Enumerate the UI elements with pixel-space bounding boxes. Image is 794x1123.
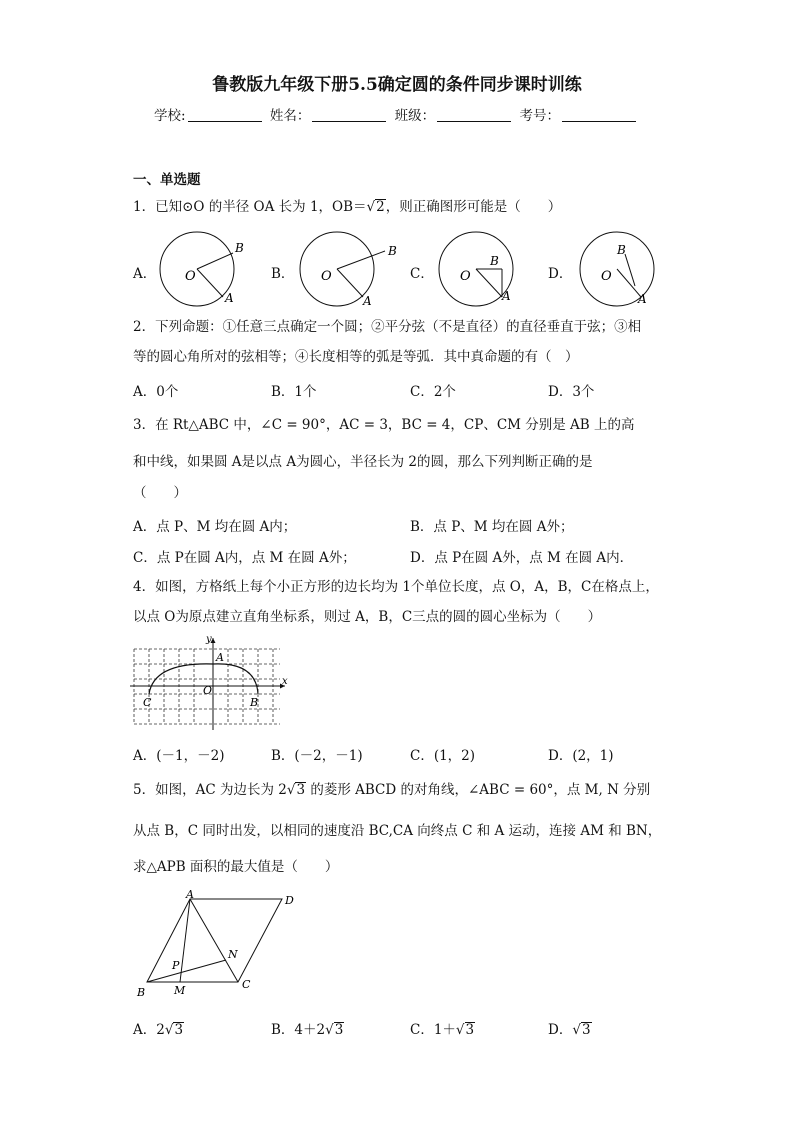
q1-stem: 1．已知⊙O 的半径 OA 长为 1，OB＝√2，则正确图形可能是（ ）: [133, 199, 562, 215]
q1-sqrt: 2: [376, 199, 385, 215]
q4-grid-figure: [130, 632, 290, 732]
q4-line2: 以点 O为原点建立直角坐标系，则过 A，B，C三点的圆的圆心坐标为（ ）: [133, 609, 602, 625]
q1b-label-b: B: [388, 244, 397, 258]
q4-label-b: B: [250, 696, 259, 709]
q3-line2: 和中线，如果圆 A是以点 A为圆心，半径长为 2的圆，那么下列判断正确的是: [133, 454, 593, 470]
q3-option-d: D．点 P在圆 A外，点 M 在圆 A内．: [410, 550, 634, 566]
q5-option-c-sqrt: 3: [465, 1022, 475, 1038]
q1d-label-b: B: [617, 243, 626, 257]
q5-line1-text: 5．如图，AC 为边长为 2: [133, 782, 287, 798]
class-label: 班级：: [394, 108, 436, 124]
q5-option-c-text: C．1＋: [410, 1022, 456, 1038]
q5-option-d-text: D．: [548, 1022, 573, 1038]
q5-option-d: D．√3: [548, 1022, 591, 1038]
q3-option-a: A．点 P、M 均在圆 A内；: [133, 519, 297, 535]
name-label: 姓名：: [269, 108, 311, 124]
q1d-label-a: A: [638, 292, 647, 306]
class-blank: [437, 109, 511, 122]
q3-line3: （ ）: [133, 485, 187, 501]
student-info-line: [0, 104, 794, 124]
school-blank: [188, 109, 262, 122]
q4-option-b: B．(－2，－1): [271, 748, 363, 764]
q5-label-a: A: [186, 890, 194, 901]
q1-option-c: C．: [410, 266, 434, 282]
q1-figure-a: [155, 230, 255, 310]
q1b-label-a: A: [363, 294, 372, 308]
q5-label-b: B: [137, 986, 146, 999]
q1a-label-b: B: [235, 241, 244, 255]
q5-rhombus-figure: [130, 890, 310, 1000]
q1c-label-a: A: [502, 289, 511, 303]
q4-label-o: O: [203, 684, 213, 697]
q4-option-c: C．(1，2): [410, 748, 476, 764]
q1-figure-b: [295, 230, 405, 310]
q1-option-b: B．: [271, 266, 295, 282]
q1a-label-a: A: [225, 291, 234, 305]
q1a-label-o: O: [185, 269, 196, 284]
q4-option-d: D．(2，1): [548, 748, 614, 764]
q2-line1: 2．下列命题：①任意三点确定一个圆；②平分弦（不是直径）的直径垂直于弦；③相: [133, 319, 642, 335]
q2-line2: 等的圆心角所对的弦相等；④长度相等的弧是等弧．其中真命题的有（ ）: [133, 349, 579, 365]
q5-line3: 求△APB 面积的最大值是（ ）: [133, 859, 339, 875]
q4-label-a: A: [216, 651, 224, 664]
q2-option-a: A．0个: [133, 384, 179, 400]
q4-option-a: A．(－1，－2): [133, 748, 225, 764]
q5-line1: 5．如图，AC 为边长为 2√3 的菱形 ABCD 的对角线，∠ABC = 60°，点 M, N 分别: [133, 782, 651, 798]
q4-label-c: C: [143, 696, 152, 709]
q3-line1: 3．在 Rt△ABC 中，∠C = 90°，AC = 3，BC = 4，CP、CM 分别是 AB 上的高: [133, 417, 635, 433]
q5-line1-sqrt: 3: [296, 782, 306, 798]
q1-stem-text: 1．已知⊙O 的半径 OA 长为 1，OB＝: [133, 199, 367, 215]
q5-option-b-text: B．4＋2: [271, 1022, 326, 1038]
name-blank: [312, 109, 386, 122]
number-blank: [562, 109, 636, 122]
page-title: 鲁教版九年级下册5.5确定圆的条件同步课时训练: [212, 75, 582, 95]
q3-option-b: B．点 P、M 均在圆 A外；: [410, 519, 574, 535]
q5-label-n: N: [228, 948, 238, 961]
q5-line1-tail: 的菱形 ABCD 的对角线，∠ABC = 60°，点 M, N 分别: [306, 782, 651, 798]
number-label: 考号：: [519, 108, 560, 124]
q1-figure-c: [434, 230, 524, 310]
q5-option-d-sqrt: 3: [581, 1022, 591, 1038]
q5-option-b: B．4＋2√3: [271, 1022, 344, 1038]
q1-option-a: A．: [133, 266, 157, 282]
q1-figure-d: [575, 230, 665, 310]
q2-option-d: D．3个: [548, 384, 595, 400]
q4-label-y: y: [206, 634, 212, 645]
q5-line2: 从点 B，C 同时出发，以相同的速度沿 BC,CA 向终点 C 和 A 运动，连接 AM 和 BN，: [133, 823, 662, 839]
section-heading: 一、单选题: [133, 172, 201, 188]
q5-label-p: P: [172, 959, 180, 972]
school-label: 学校:: [154, 108, 186, 124]
q5-label-c: C: [242, 978, 251, 991]
q1c-label-o: O: [460, 269, 471, 284]
q5-option-a-sqrt: 3: [174, 1022, 184, 1038]
q3-option-c: C．点 P在圆 A内，点 M 在圆 A外；: [133, 550, 356, 566]
q5-option-a: A．2√3: [133, 1022, 184, 1038]
q1d-label-o: O: [601, 269, 612, 284]
q5-label-m: M: [174, 984, 186, 997]
q1c-label-b: B: [490, 254, 499, 268]
q5-option-b-sqrt: 3: [334, 1022, 344, 1038]
q4-label-x: x: [282, 676, 288, 687]
q5-option-c: C．1＋√3: [410, 1022, 475, 1038]
q1-option-d: D．: [548, 266, 573, 282]
q1b-label-o: O: [321, 269, 332, 284]
q5-option-a-text: A．2: [133, 1022, 165, 1038]
q2-option-b: B．1个: [271, 384, 317, 400]
q5-label-d: D: [285, 894, 294, 907]
q4-line1: 4．如图，方格纸上每个小正方形的边长均为 1个单位长度，点 O，A，B，C在格点上，: [133, 579, 659, 595]
q2-option-c: C．2个: [410, 384, 456, 400]
q1-stem-tail: ，则正确图形可能是（ ）: [385, 199, 562, 215]
